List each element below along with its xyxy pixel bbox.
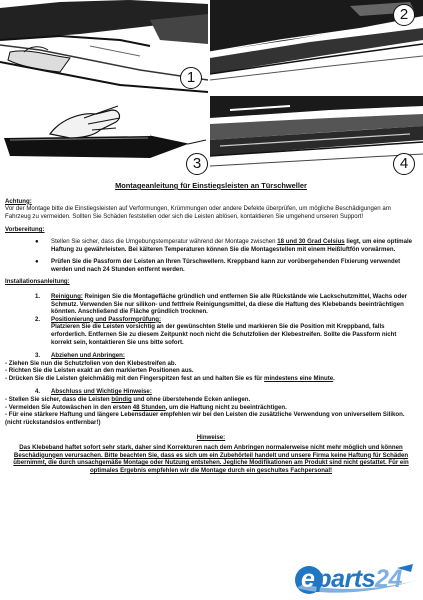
install-step-2	[5, 316, 417, 346]
vorbereitung-section	[5, 226, 417, 273]
line-text: - Stellen Sie sicher, dass die Leisten	[5, 396, 112, 404]
install-step-3-heading	[5, 352, 417, 360]
step-1-illustration	[0, 0, 208, 93]
step-line	[5, 396, 417, 404]
step-number: 4.	[35, 388, 41, 396]
instruction-text	[5, 182, 417, 474]
hinweise-section	[5, 434, 417, 474]
eparts24-logo	[293, 562, 419, 596]
step-line: - Für eine stärkere Haftung und längere Lebensdauer empfehlen wir bei den Leisten die zusätzliche Verwendung von universellem Silikon. (nicht rückstandslos entfernbar!)	[5, 411, 405, 426]
step-number-badge: 3	[186, 153, 208, 175]
line-emphasis: mindestens eine Minute	[264, 374, 334, 382]
step-4-illustration	[210, 96, 423, 178]
line-emphasis: 48 Stunden	[132, 403, 166, 411]
page-title: Montageanleitung für Einstiegsleisten an Türschweller	[115, 181, 307, 190]
install-step-4-body	[5, 396, 417, 426]
install-step-3-body	[5, 360, 417, 383]
step-number: 1.	[35, 292, 41, 300]
line-text: .	[333, 374, 335, 382]
vorbereitung-item-2	[5, 258, 417, 273]
logo-wordmark	[301, 565, 410, 594]
vorbereitung-heading: Vorbereitung:	[5, 226, 45, 234]
achtung-text: Vor der Montage bitte die Einstiegsleisten auf Verformungen, Krümmungen oder andere Defekte überprüfen, um mögliche Beschädigungen am Fahrzeug zu vermeiden. Sollten Sie Schäden feststellen oder sich die Leisten ablösen, kontaktieren Sie umgehend unseren Support!	[5, 205, 391, 220]
line-text: und ohne überstehende Ecken anliegen.	[131, 396, 251, 404]
bullet-dot: ●	[35, 237, 39, 245]
step-photo-3	[0, 96, 208, 178]
step-photo-1	[0, 0, 208, 93]
logo-24: 24	[375, 565, 402, 593]
line-text: - Drücken Sie die Leisten gleichmäßig mit den Fingerspitzen fest an und halten Sie es für	[5, 374, 265, 382]
step-heading: Abziehen und Anbringen:	[51, 352, 125, 360]
step-line: - Richten Sie die Leisten exakt an den markierten Positionen aus.	[5, 367, 194, 375]
hinweise-heading: Hinweise:	[196, 434, 226, 442]
item-text: Stellen Sie sicher, dass die Umgebungstemperatur während der Montage zwischen	[51, 237, 278, 245]
step-heading: Abschluss und Wichtige Hinweise:	[51, 388, 152, 396]
line-emphasis: bündig	[111, 396, 132, 404]
installation-heading: Installationsanleitung:	[5, 278, 70, 286]
installation-section	[5, 278, 417, 426]
install-step-1	[5, 293, 417, 316]
step-line: - Ziehen Sie nun die Schutzfolien von den Klebestreifen ab.	[5, 359, 177, 367]
step-number: 3.	[35, 352, 41, 360]
step-photo-grid	[0, 0, 423, 178]
step-number-badge: 4	[393, 153, 415, 175]
item-text: Prüfen Sie die Passform der Leisten an Ihren Türschwellern. Kreppband kann zur vorübergehenden Fixierung verwendet werden und nach 24 Stunden entfernt werden.	[51, 258, 401, 273]
item-emphasis: 18 und 30 Grad Celsius	[277, 237, 345, 245]
line-text: - Vermeiden Sie Autowäschen in den ersten	[5, 403, 133, 411]
step-heading: Positionierung und Passformprüfung:	[51, 315, 162, 323]
item-text: liegt, um eine optimale Haftung zu gewährleisten. Bei kälteren Temperaturen können Sie die Montagestellen mit einem Heißluftfön vorwärmen.	[51, 237, 413, 253]
step-line	[5, 375, 417, 383]
logo-parts: parts	[316, 565, 376, 593]
step-text: Platzieren Sie die Leisten vorsichtig an der gewünschten Stelle und markieren Sie die Position mit Kreppband, falls erforderlich. Entfernen Sie zu diesem Zeitpunkt noch nicht die Schutzfolien der Klebestreifen. Sollte die Passform nicht korrekt sein, kontaktieren Sie uns bitte sofort.	[51, 323, 397, 346]
step-line	[5, 404, 417, 412]
achtung-heading: Achtung:	[5, 197, 32, 205]
vorbereitung-item-1	[5, 238, 417, 253]
logo-e: e	[301, 565, 315, 593]
step-photo-2	[210, 0, 423, 93]
step-number: 2.	[35, 315, 41, 323]
step-photo-4	[210, 96, 423, 178]
bullet-dot: ●	[35, 258, 39, 266]
install-step-4-heading	[5, 388, 417, 396]
step-number-badge: 1	[180, 67, 202, 89]
line-text: , um die Haftung nicht zu beeinträchtigen.	[165, 403, 287, 411]
step-3-illustration	[0, 96, 208, 178]
step-text: Reinigen Sie die Montagefläche gründlich und entfernen Sie alle Rückstände wie Lackschutzmittel, Wachs oder Schmutz. Verwenden Sie nur silikon- und fettfreie Reinigungsmittel, da diese die Haftung des Klebebands beeinträchtigen könnten. Anschließend die Fläche gründlich trocknen.	[51, 292, 407, 316]
hinweise-text: Das Klebeband haftet sofort sehr stark, daher sind Korrekturen nach dem Anbringen normalerweise nicht mehr möglich und können Beschädigungen verursachen. Bitte beachten Sie, dass es sich um ein Zubehörteil handelt und unsere Firma keine Haftung für Schäden übernimmt, die durch unsachgemäße Montage oder Nutzung entstehen. Jegliche Modifikationen am Produkt sind nicht gestattet. Für ein optimales Ergebnis empfehlen wir die Montage durch ein geschultes Fachpersonal!	[13, 444, 409, 474]
achtung-section	[5, 198, 417, 221]
step-heading: Reinigung:	[51, 292, 83, 300]
step-2-illustration	[210, 0, 423, 93]
step-number-badge: 2	[393, 4, 415, 26]
